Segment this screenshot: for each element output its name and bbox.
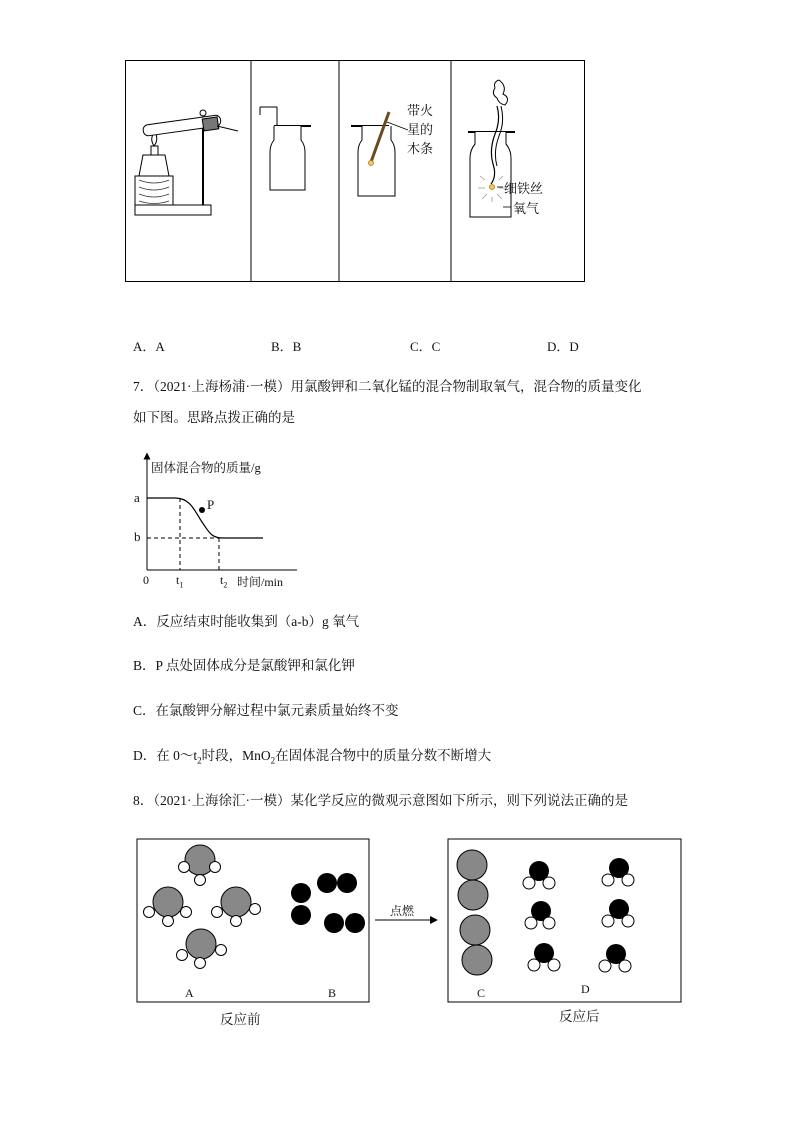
iron-wire-label: 细铁丝 bbox=[504, 181, 544, 196]
origin-label: 0 bbox=[143, 573, 149, 587]
mass-time-chart bbox=[125, 452, 325, 592]
apparatus-figure bbox=[125, 60, 585, 282]
q6-option-d[interactable]: D．D bbox=[547, 339, 579, 354]
q7-stem-line2: 如下图。思路点拨正确的是 bbox=[133, 410, 295, 425]
q7-option-d[interactable] bbox=[133, 749, 491, 766]
q7-option-b[interactable]: B．P 点处固体成分是氯酸钾和氯化钾 bbox=[133, 658, 355, 673]
before-caption: 反应前 bbox=[220, 1012, 261, 1027]
x-tick-t2 bbox=[220, 573, 227, 589]
box-label-c: C bbox=[477, 986, 486, 1000]
y-axis-label: 固体混合物的质量/g bbox=[151, 461, 261, 475]
q7-option-a[interactable]: A．反应结束时能收集到（a-b）g 氧气 bbox=[133, 614, 360, 629]
reaction-diagram bbox=[135, 836, 685, 1036]
panel-a-heating-setup bbox=[135, 110, 238, 215]
q7-option-d-pre: D．在 0～t bbox=[133, 748, 198, 763]
series-line bbox=[147, 498, 263, 538]
q7-stem-line1: 7．（2021·上海杨浦·一模）用氯酸钾和二氧化锰的混合物制取氧气，混合物的质量变化 bbox=[133, 379, 642, 394]
box-label-a: A bbox=[185, 986, 194, 1000]
arrow-label: 点燃 bbox=[390, 904, 415, 918]
point-label-p: P bbox=[207, 497, 215, 512]
box-label-b: B bbox=[328, 986, 337, 1000]
q7-option-d-sub2: 2 bbox=[270, 755, 276, 766]
q6-option-a[interactable]: A．A bbox=[133, 339, 165, 354]
glowing-splint-label-line3: 木条 bbox=[407, 141, 434, 156]
panel-c-glowing-splint bbox=[351, 112, 408, 196]
q8-stem: 8．（2021·上海徐汇·一模）某化学反应的微观示意图如下所示，则下列说法正确的是 bbox=[133, 793, 628, 808]
box-label-d: D bbox=[581, 982, 590, 996]
after-caption: 反应后 bbox=[559, 1009, 600, 1024]
x-tick-t1-sub: 1 bbox=[179, 580, 184, 590]
q7-option-c[interactable]: C．在氯酸钾分解过程中氯元素质量始终不变 bbox=[133, 703, 399, 718]
y-level-a: a bbox=[134, 490, 140, 505]
x-tick-t1-base: t bbox=[176, 573, 180, 587]
q6-option-c[interactable]: C．C bbox=[410, 339, 441, 354]
point-p bbox=[199, 507, 205, 513]
glowing-splint-label-line1: 带火 bbox=[407, 103, 434, 118]
panel-b-gas-bottle bbox=[260, 107, 311, 190]
x-axis-label: 时间/min bbox=[237, 575, 284, 589]
glowing-splint-label-line2: 星的 bbox=[407, 122, 434, 137]
q7-option-d-sub: 2 bbox=[197, 755, 202, 766]
x-tick-t2-sub: 2 bbox=[223, 580, 228, 590]
x-tick-t2-base: t bbox=[220, 573, 224, 587]
oxygen-label: 氧气 bbox=[513, 201, 540, 216]
apparatus-svg bbox=[125, 60, 585, 282]
x-tick-t1 bbox=[176, 573, 183, 589]
q7-option-d-mid: 时段，MnO bbox=[201, 748, 271, 763]
q6-option-b[interactable]: B．B bbox=[271, 339, 302, 354]
y-level-b: b bbox=[134, 529, 141, 544]
reaction-svg bbox=[135, 836, 685, 1036]
q7-option-d-post: 在固体混合物中的质量分数不断增大 bbox=[275, 748, 492, 763]
